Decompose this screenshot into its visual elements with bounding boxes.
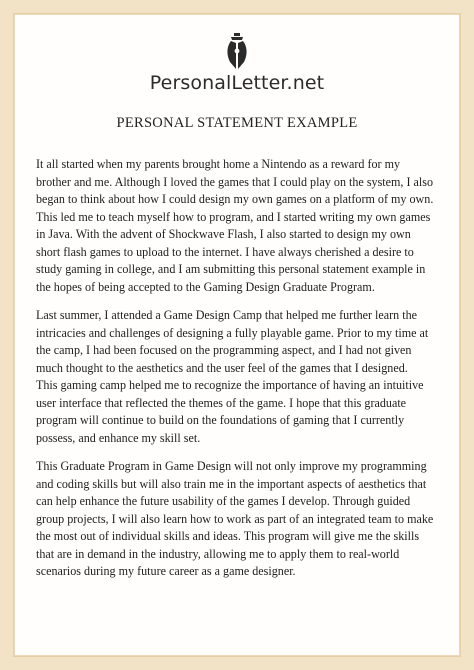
text-line: can help enhance the future usability of the games I develop. Through guided [36, 494, 411, 508]
text-line: group projects, I will also learn how to work as part of an integrated team to make [36, 511, 434, 526]
text-line: scenarios during my future career as a game designer. [36, 564, 296, 578]
text-line: program will continue to build on the foundations of gaming that I currently [36, 413, 405, 427]
text-line: much thought to the aesthetics and the user feel of the games that I designed. [36, 360, 408, 375]
paragraph-2 [36, 307, 456, 447]
text-line: intricacies and challenges of designing a fully playable game. Prior to my time at [36, 325, 429, 340]
text-line: study gaming in college, and I am submitting this personal statement example in [36, 262, 426, 276]
text-line: short flash games to upload to the internet. I have always cherished a desire to [36, 244, 414, 259]
logo-text: PersonalLetter.net [149, 72, 325, 94]
text-line: began to think about how I could design my own games on a platform of my own. [36, 192, 434, 206]
text-line: It all started when my parents brought home a Nintendo as a reward for my [36, 157, 401, 171]
text-line: that are in demand in the industry, allowing me to apply them to real-world [36, 546, 400, 561]
text-line: in Java. With the advent of Shockwave Flash, I also started to design my own [36, 227, 411, 241]
text-line: This Graduate Program in Game Design will not only improve my programming [36, 459, 427, 473]
text-line: brother and me. Although I loved the games that I could play on the system, I also [36, 174, 433, 189]
site-logo [14, 32, 460, 94]
text-line: and coding skills but will also train me in the important aspects of aesthetics that [36, 476, 427, 491]
document-title: PERSONAL STATEMENT EXAMPLE [116, 115, 358, 131]
paragraph-3 [36, 458, 456, 581]
text-line: possess, and enhance my skill set. [36, 430, 201, 445]
text-line: This led me to teach myself how to program, and I started writing my own games [36, 209, 431, 224]
paragraph-1 [36, 156, 456, 296]
text-line: Last summer, I attended a Game Design Camp that helped me further learn the [36, 308, 418, 322]
text-line: user interface that reflected the themes of the game. I hope that this graduate [36, 395, 407, 410]
fountain-pen-nib-icon [217, 32, 257, 72]
text-line: the hopes of being accepted to the Gaming Design Graduate Program. [36, 279, 375, 294]
text-line: This gaming camp helped me to recognize the importance of having an intuitive [36, 378, 424, 392]
text-line: the camp, I had been focused on the programming aspect, and I had not given [36, 343, 412, 357]
text-line: the most out of individual skills and ideas. This program will give me the skills [36, 529, 420, 543]
